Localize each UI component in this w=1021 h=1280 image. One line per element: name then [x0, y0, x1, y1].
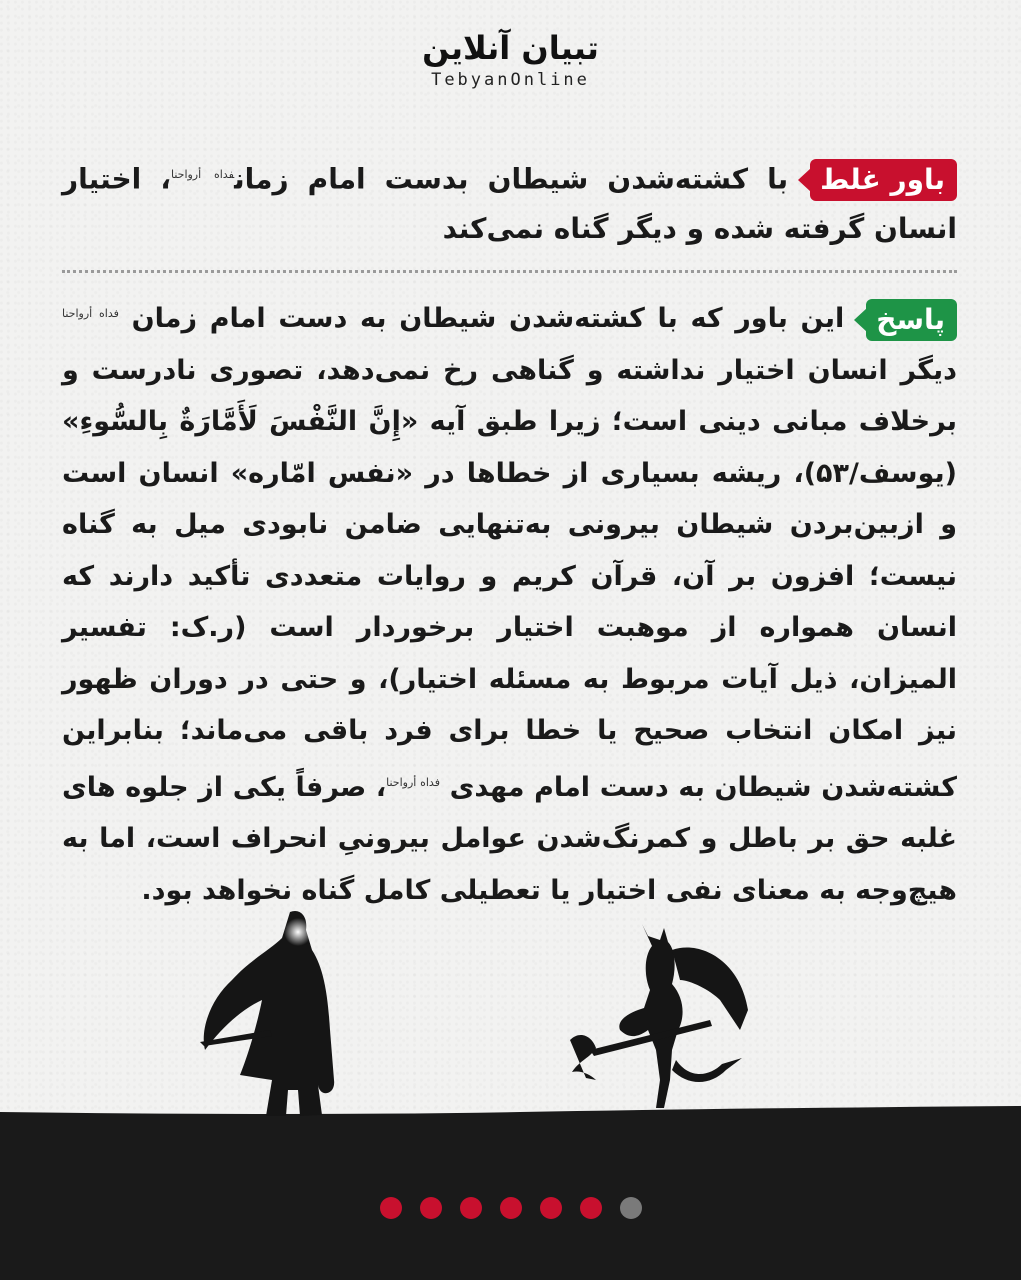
dotted-divider	[62, 270, 957, 273]
honorific-icon: فداه أرواحنا	[386, 775, 440, 789]
warrior-silhouette-icon	[200, 911, 334, 1116]
page-dot[interactable]	[460, 1197, 482, 1219]
logo-latin: TebyanOnline	[431, 70, 590, 90]
illustration	[0, 880, 1021, 1280]
misconception-tag: باور غلط	[810, 159, 957, 201]
brand-logo	[0, 28, 1021, 90]
honorific-icon: فداه أرواحنا	[62, 307, 119, 320]
honorific-icon: فداه أرواحنا	[170, 168, 235, 181]
page-dot[interactable]	[500, 1197, 522, 1219]
answer-block	[62, 288, 957, 916]
ground-silhouette	[0, 1106, 1021, 1280]
page-dot[interactable]	[420, 1197, 442, 1219]
misconception-block	[62, 150, 957, 254]
misconception-text-1: با کشته‌شدن شیطان بدست امام زمان	[234, 162, 789, 196]
devil-silhouette-icon	[570, 924, 748, 1108]
page-dot-current[interactable]	[620, 1197, 642, 1219]
page-dot[interactable]	[540, 1197, 562, 1219]
answer-text-1: این باور که با کشته‌شدن شیطان به دست امام زمان	[131, 303, 845, 334]
answer-tag: پاسخ	[866, 299, 957, 341]
answer-text-2: دیگر انسان اختیار نداشته و گناهی رخ نمی‌دهد، تصوری نادرست و برخلاف مبانی دینی است؛ زیرا طبق آیه «إِنَّ النَّفْسَ لَأَمَّارَةٌ بِالسُّوءِ» (یوسف/۵۳)، ریشه بسیاری از خطاها در «نفس امّاره» انسان است و ازبین‌بردن شیطان بیرونی به‌تنهایی ضامن نابودی میل به گناه نیست؛ افزون بر آن، قرآن کریم و روایات متعددی تأکید دارند که انسان همواره از موهبت اختیار برخوردار است (ر.ک: تفسیر المیزان، ذیل آیات مربوط به مسئله اختیار)، و حتی در دوران ظهور نیز امکان انتخاب صحیح یا خطا برای فرد باقی می‌ماند؛ بنابراین کشته‌شدن شیطان به دست امام مهدی	[62, 354, 957, 803]
page-dot[interactable]	[380, 1197, 402, 1219]
pagination-dots	[0, 1197, 1021, 1219]
page-dot[interactable]	[580, 1197, 602, 1219]
logo-persian: تبیان آنلاین	[422, 29, 599, 67]
misconception-text-2: ، اختیار انسان گرفته شده و دیگر گناه نمی‌کند	[62, 162, 957, 246]
answer-text-3: ، صرفاً یکی از جلوه های غلبه حق بر باطل و کمرنگ‌شدن عوامل بیرونیِ انحراف است، اما به هیچ‌وجه به معنای نفی اختیار یا تعطیلی کامل گناه نخواهد بود.	[62, 771, 957, 906]
